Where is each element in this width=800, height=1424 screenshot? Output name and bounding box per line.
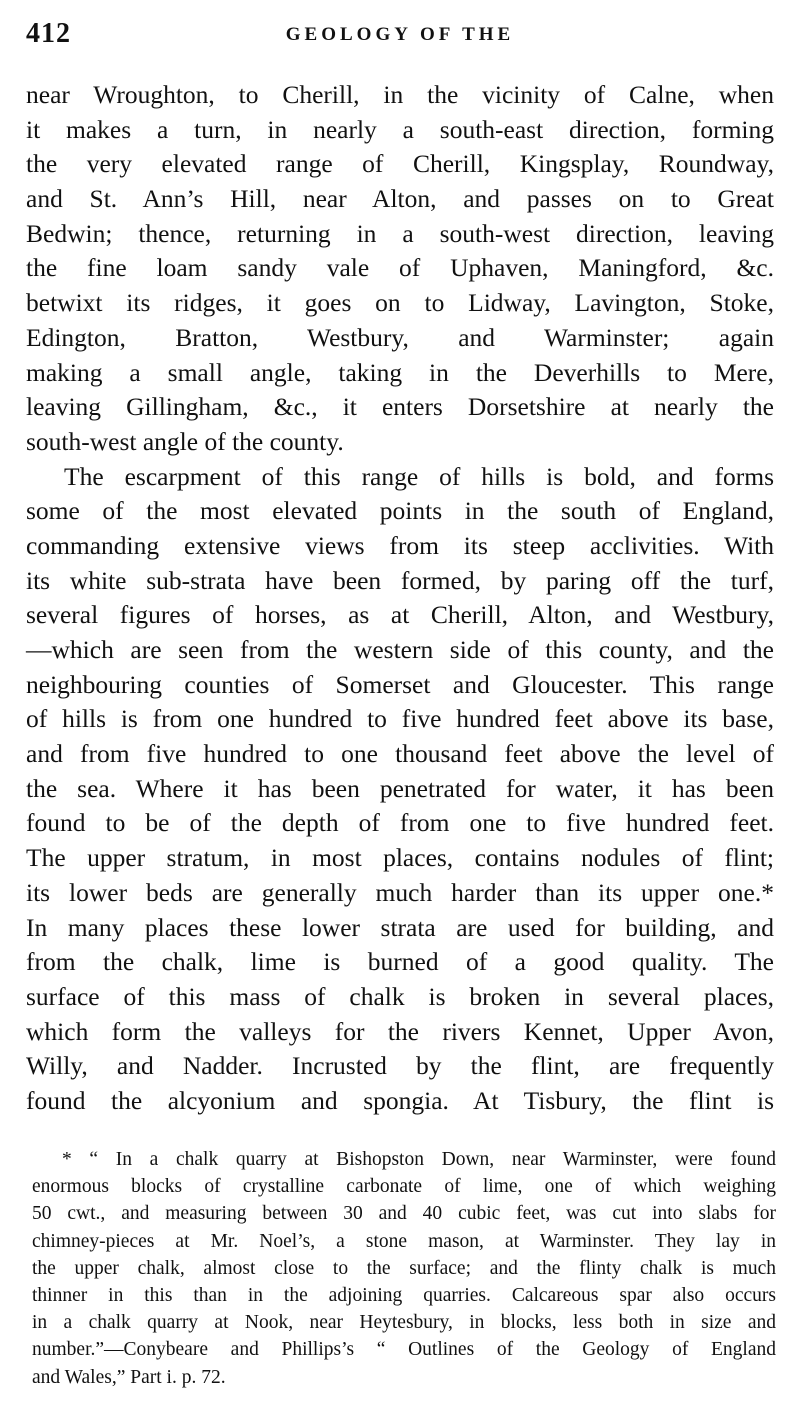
text-line: which form the valleys for the rivers Kennet, Upper Avon,: [26, 1016, 774, 1046]
footnote-line: chimney-pieces at Mr. Noel’s, a stone mason, at Warminster. They lay in: [32, 1230, 776, 1252]
text-line: found to be of the depth of from one to five hundred feet.: [26, 808, 774, 838]
text-line: the sea. Where it has been penetrated for water, it has been: [26, 773, 774, 803]
running-title: GEOLOGY OF THE: [285, 24, 515, 45]
text-line: its white sub-strata have been formed, by paring off the turf,: [26, 565, 774, 595]
body-text: [26, 78, 774, 1119]
footnote-line: 50 cwt., and measuring between 30 and 40 cubic feet, was cut into slabs for: [32, 1203, 776, 1225]
text-line: near Wroughton, to Cherill, in the vicinity of Calne, when: [26, 80, 774, 109]
text-line: leaving Gillingham, &c., it enters Dorsetshire at nearly the: [26, 392, 774, 422]
footnote-line: * “ In a chalk quarry at Bishopston Down, near Warminster, were found: [62, 1149, 776, 1170]
text-line: found the alcyonium and spongia. At Tisbury, the flint is: [26, 1085, 774, 1115]
text-line: some of the most elevated points in the south of England,: [26, 496, 774, 526]
text-line: Willy, and Nadder. Incrusted by the flint, are frequently: [26, 1051, 774, 1081]
text-line: the very elevated range of Cherill, Kingsplay, Roundway,: [26, 149, 774, 179]
footnote-line: in a chalk quarry at Nook, near Heytesbury, in blocks, less both in size and: [32, 1312, 776, 1334]
text-line: betwixt its ridges, it goes on to Lidway, Lavington, Stoke,: [26, 288, 774, 318]
footnote-line: and Wales,” Part i. p. 72.: [32, 1366, 226, 1388]
text-line: it makes a turn, in nearly a south-east direction, forming: [26, 114, 774, 144]
text-line: The upper stratum, in most places, contains nodules of flint;: [26, 843, 774, 873]
footnote-line: number.”—Conybeare and Phillips’s “ Outlines of the Geology of England: [32, 1339, 776, 1361]
text-line: and St. Ann’s Hill, near Alton, and passes on to Great: [26, 184, 774, 214]
text-line: Bedwin; thence, returning in a south-west direction, leaving: [26, 218, 774, 248]
text-line: surface of this mass of chalk is broken in several places,: [26, 981, 774, 1011]
text-line: and from five hundred to one thousand feet above the level of: [26, 739, 774, 769]
text-line: In many places these lower strata are used for building, and: [26, 912, 774, 942]
text-line: commanding extensive views from its steep acclivities. With: [26, 530, 774, 560]
text-line: The escarpment of this range of hills is bold, and forms: [64, 461, 774, 491]
text-line: the fine loam sandy vale of Uphaven, Maningford, &c.: [26, 253, 774, 283]
text-line: neighbouring counties of Somerset and Gloucester. This range: [26, 669, 774, 699]
text-line: making a small angle, taking in the Deverhills to Mere,: [26, 357, 774, 387]
text-line: of hills is from one hundred to five hundred feet above its base,: [26, 704, 774, 734]
text-line: Edington, Bratton, Westbury, and Warminster; again: [26, 322, 774, 352]
text-line: its lower beds are generally much harder than its upper one.*: [26, 877, 774, 907]
footnote-line: enormous blocks of crystalline carbonate of lime, one of which weighing: [32, 1176, 776, 1198]
footnote-line: thinner in this than in the adjoining quarries. Calcareous spar also occurs: [32, 1284, 776, 1306]
text-line: south-west angle of the county.: [26, 426, 344, 456]
footnote-line: the upper chalk, almost close to the surface; and the flinty chalk is much: [32, 1257, 776, 1279]
footnote: [32, 1146, 776, 1391]
text-line: —which are seen from the western side of this county, and the: [26, 635, 774, 664]
text-line: several figures of horses, as at Cherill, Alton, and Westbury,: [26, 600, 774, 630]
page-header: [26, 18, 774, 54]
text-line: from the chalk, lime is burned of a good quality. The: [26, 947, 774, 977]
page-number: 412: [26, 18, 71, 49]
